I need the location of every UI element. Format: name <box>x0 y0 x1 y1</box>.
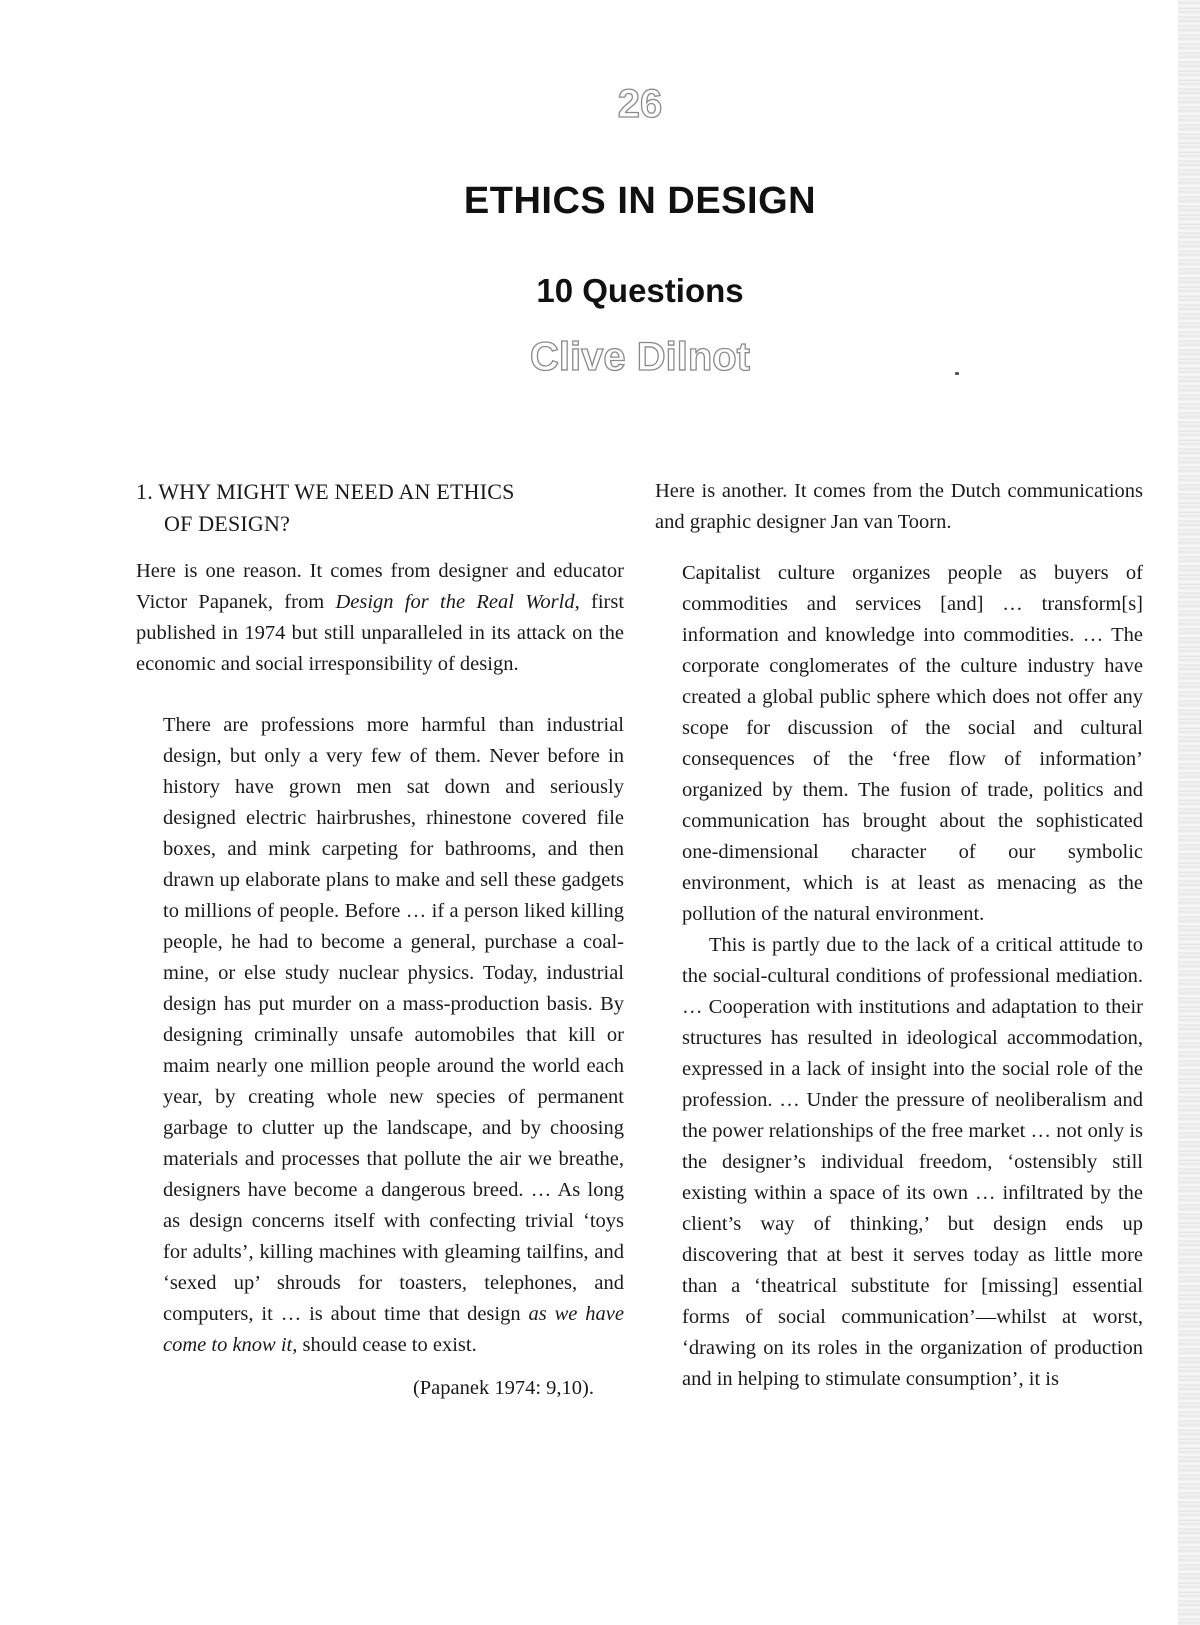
right-column <box>655 476 1143 1395</box>
papanek-quote-text: There are professions more harmful than industrial design, but only a very few of them. Never before in history have grown men sat down and seriously designed electric hairbrushes, rhinestone covered file boxes, and mink carpeting for bathrooms, and then drawn up elaborate plans to make and sell these gadgets to millions of people. Before … if a person liked killing people, he had to become a general, purchase a coal-mine, or else study nuclear physics. Today, industrial design has put murder on a mass-production basis. By designing criminally unsafe automobiles that kill or maim nearly one million people around the world each year, by creating whole new species of permanent garbage to clutter up the landscape, and by choosing materials and processes that pollute the air we breathe, designers have become a dangerous breed. … As long as design concerns itself with confecting trivial ‘toys for adults’, killing machines with gleaming tailfins, and ‘sexed up’ shrouds for toasters, telephones, and computers, it … is about time that design <box>163 714 624 1325</box>
left-intro-text: Here is one reason. It comes from designer and educator Victor Papanek, from <box>136 560 624 613</box>
section-heading <box>136 476 624 540</box>
scan-speck <box>955 372 959 375</box>
right-intro-paragraph: Here is another. It comes from the Dutch communications and graphic designer Jan van Toorn. <box>655 480 1143 533</box>
van-toorn-quote-paragraph-1: Capitalist culture organizes people as buyers of commodities and services [and] … transform[s] information and knowledge into commodities. … The corporate conglomerates of the culture industry have created a global public sphere which does not offer any scope for discussion of the social and cultural consequences of the ‘free flow of information’ organized by them. The fusion of trade, politics and communication has brought about the sophisticated one-dimensional character of our symbolic environment, which is at least as menacing as the pollution of the natural environment. <box>682 562 1143 925</box>
left-intro-text-end: first published in 1974 but still unparalleled in its attack on the economic and social irresponsibility of design. <box>136 591 625 675</box>
book-title: Design for the Real World, <box>335 591 580 613</box>
section-heading-line2: OF DESIGN? <box>164 511 291 536</box>
papanek-quote <box>163 710 624 1404</box>
chapter-author: Clive Dilnot <box>529 335 751 379</box>
chapter-subtitle: 10 Questions <box>536 272 744 309</box>
left-column <box>136 476 624 1404</box>
chapter-number: 26 <box>617 82 663 126</box>
van-toorn-quote-paragraph-2: This is partly due to the lack of a critical attitude to the social-cultural conditions of professional mediation. … Cooperation with institutions and adaptation to their structures has resulted in ideological accommodation, expressed in a lack of insight into the social role of the profession. … Under the pressure of neoliberalism and the power relationships of the free market … not only is the designer’s individual freedom, ‘ostensibly still existing within a space of its own … infiltrated by the client’s way of thinking,’ but design ends up discovering that at best it serves today as little more than a ‘theatrical substitute for [missing] essential forms of social communication’—whilst at worst, ‘drawing on its roles in the organization of production and in helping to stimulate consumption’, it is <box>682 934 1143 1390</box>
papanek-citation: (Papanek 1974: 9,10). <box>412 1377 594 1399</box>
left-intro-paragraph <box>136 556 624 680</box>
chapter-title: ETHICS IN DESIGN <box>463 180 817 222</box>
page-edge-shading <box>1178 0 1200 1625</box>
papanek-quote-italic: as we have come to know it, <box>163 1303 624 1356</box>
papanek-quote-paragraph <box>163 710 624 1361</box>
section-heading-line1: 1. WHY MIGHT WE NEED AN ETHICS <box>136 479 515 504</box>
papanek-quote-text-end: should cease to exist. <box>297 1334 477 1356</box>
van-toorn-quote <box>682 558 1143 1395</box>
